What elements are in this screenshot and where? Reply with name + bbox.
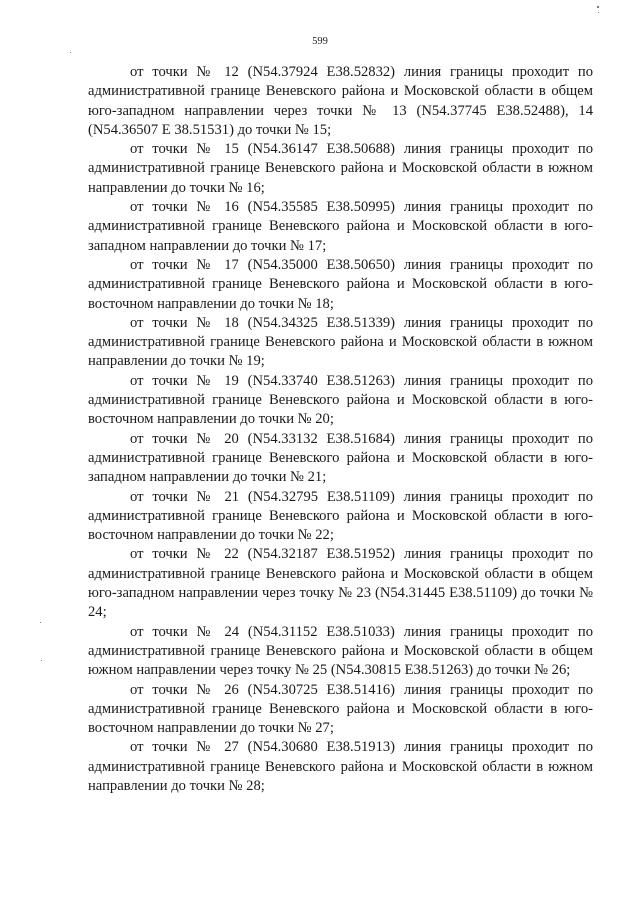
scan-speck: [70, 52, 71, 53]
boundary-paragraph: от точки № 22 (N54.32187 E38.51952) линия границы проходит по административной границе Веневского района и Московской области в общем юго-западном направлении через точку № 23 (N54.31445 E38.51109) до точки № 24;: [88, 546, 593, 621]
page-number: 599: [312, 36, 328, 47]
document-body: [88, 63, 593, 796]
boundary-paragraph: от точки № 16 (N54.35585 E38.50995) линия границы проходит по административной границе Веневского района и Московской области в юго-западном направлении до точки № 17;: [88, 199, 593, 254]
scan-speck: [598, 12, 599, 13]
scan-speck: [597, 6, 599, 8]
boundary-paragraph: от точки № 26 (N54.30725 E38.51416) линия границы проходит по административной границе Веневского района и Московской области в юго-восточном направлении до точки № 27;: [88, 681, 593, 737]
boundary-paragraph: от точки № 19 (N54.33740 E38.51263) линия границы проходит по административной границе Веневского района и Московской области в юго-восточном направлении до точки № 20;: [88, 372, 593, 428]
boundary-paragraph: от точки № 24 (N54.31152 E38.51033) линия границы проходит по административной границе Веневского района и Московской области в общем южном направлении через точку № 25 (N54.30815 E38.51263) до точки № 26;: [88, 623, 593, 679]
boundary-paragraph: от точки № 18 (N54.34325 E38.51339) линия границы проходит по административной границе Веневского района и Московской области в южном направлении до точки № 19;: [88, 314, 593, 370]
boundary-paragraph: от точки № 15 (N54.36147 E38.50688) линия границы проходит по административной границе Веневского района и Московской области в южном направлении до точки № 16;: [88, 141, 593, 196]
boundary-paragraph: от точки № 27 (N54.30680 E38.51913) линия границы проходит по административной границе Веневского района и Московской области в южном направлении до точки № 28;: [88, 739, 593, 794]
scan-speck: [41, 660, 42, 661]
boundary-paragraph: от точки № 12 (N54.37924 E38.52832) линия границы проходит по административной границе Веневского района и Московской области в общем юго-западном направлении через точки № 13 (N54.37745 E38.52488), 14 (N54.36507 E 38.51531) до точки № 15;: [88, 64, 593, 138]
scan-speck: [40, 622, 41, 623]
boundary-paragraph: от точки № 20 (N54.33132 E38.51684) линия границы проходит по административной границе Веневского района и Московской области в юго-западном направлении до точки № 21;: [88, 430, 593, 486]
boundary-paragraph: от точки № 17 (N54.35000 E38.50650) линия границы проходит по административной границе Веневского района и Московской области в юго-восточном направлении до точки № 18;: [88, 256, 593, 312]
boundary-paragraph: от точки № 21 (N54.32795 E38.51109) линия границы проходит по административной границе Веневского района и Московской области в юго-восточном направлении до точки № 22;: [88, 488, 593, 544]
